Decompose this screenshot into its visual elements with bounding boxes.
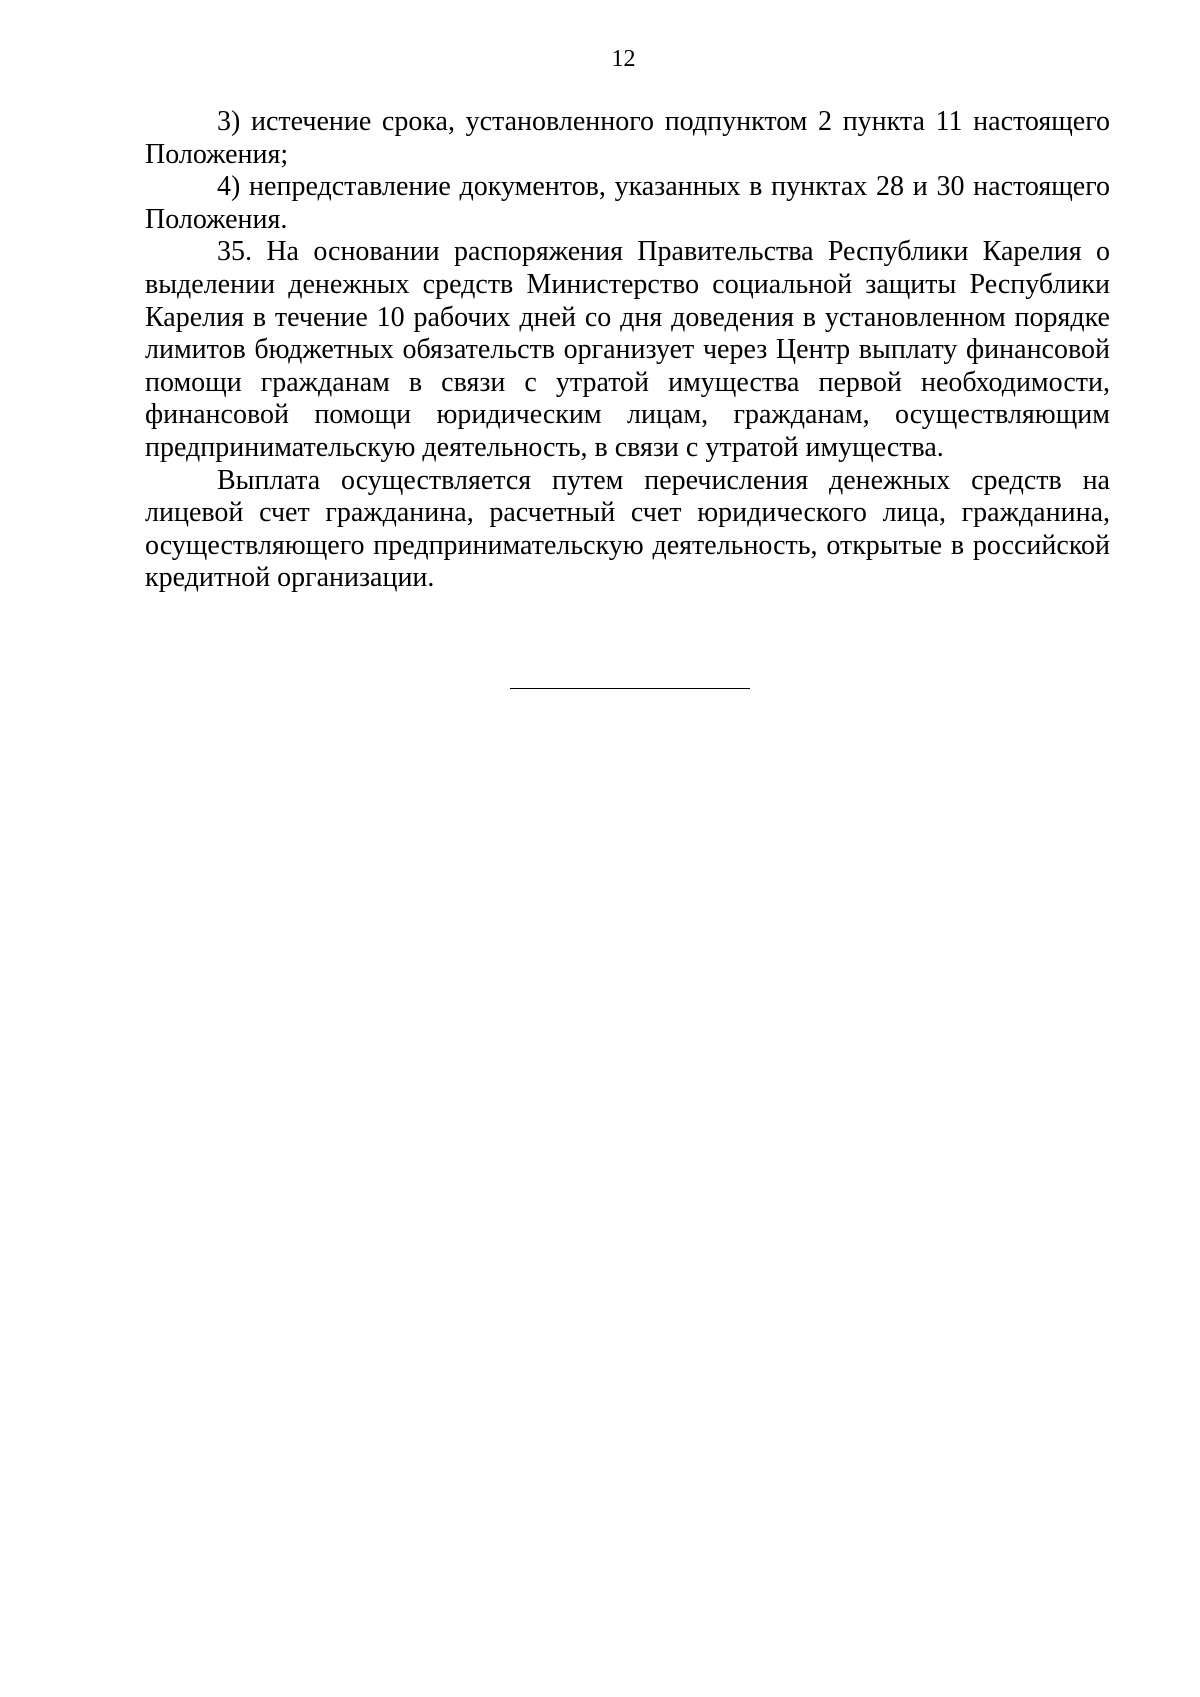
document-body: [145, 106, 1110, 595]
paragraph-item-4: 4) непредставление документов, указанных в пунктах 28 и 30 настоящего Положения.: [145, 171, 1110, 235]
paragraph-payment: Выплата осуществляется путем перечисления денежных средств на лицевой счет гражданина, расчетный счет юридического лица, гражданина, осуществляющего предпринимательскую деятельность, открытые в российской кредитной организации.: [145, 464, 1110, 594]
end-divider-line: [510, 688, 750, 689]
paragraph-item-3: 3) истечение срока, установленного подпунктом 2 пункта 11 настоящего Положения;: [145, 106, 1110, 170]
paragraph-clause-35: 35. На основании распоряжения Правительства Республики Карелия о выделении денежных средств Министерство социальной защиты Республики Карелия в течение 10 рабочих дней со дня доведения в установленном порядке лимитов бюджетных обязательств организует через Центр выплату финансовой помощи гражданам в связи с утратой имущества первой необходимости, финансовой помощи юридическим лицам, гражданам, осуществляющим предпринимательскую деятельность, в связи с утратой имущества.: [145, 236, 1110, 463]
page-number: 12: [611, 46, 636, 72]
